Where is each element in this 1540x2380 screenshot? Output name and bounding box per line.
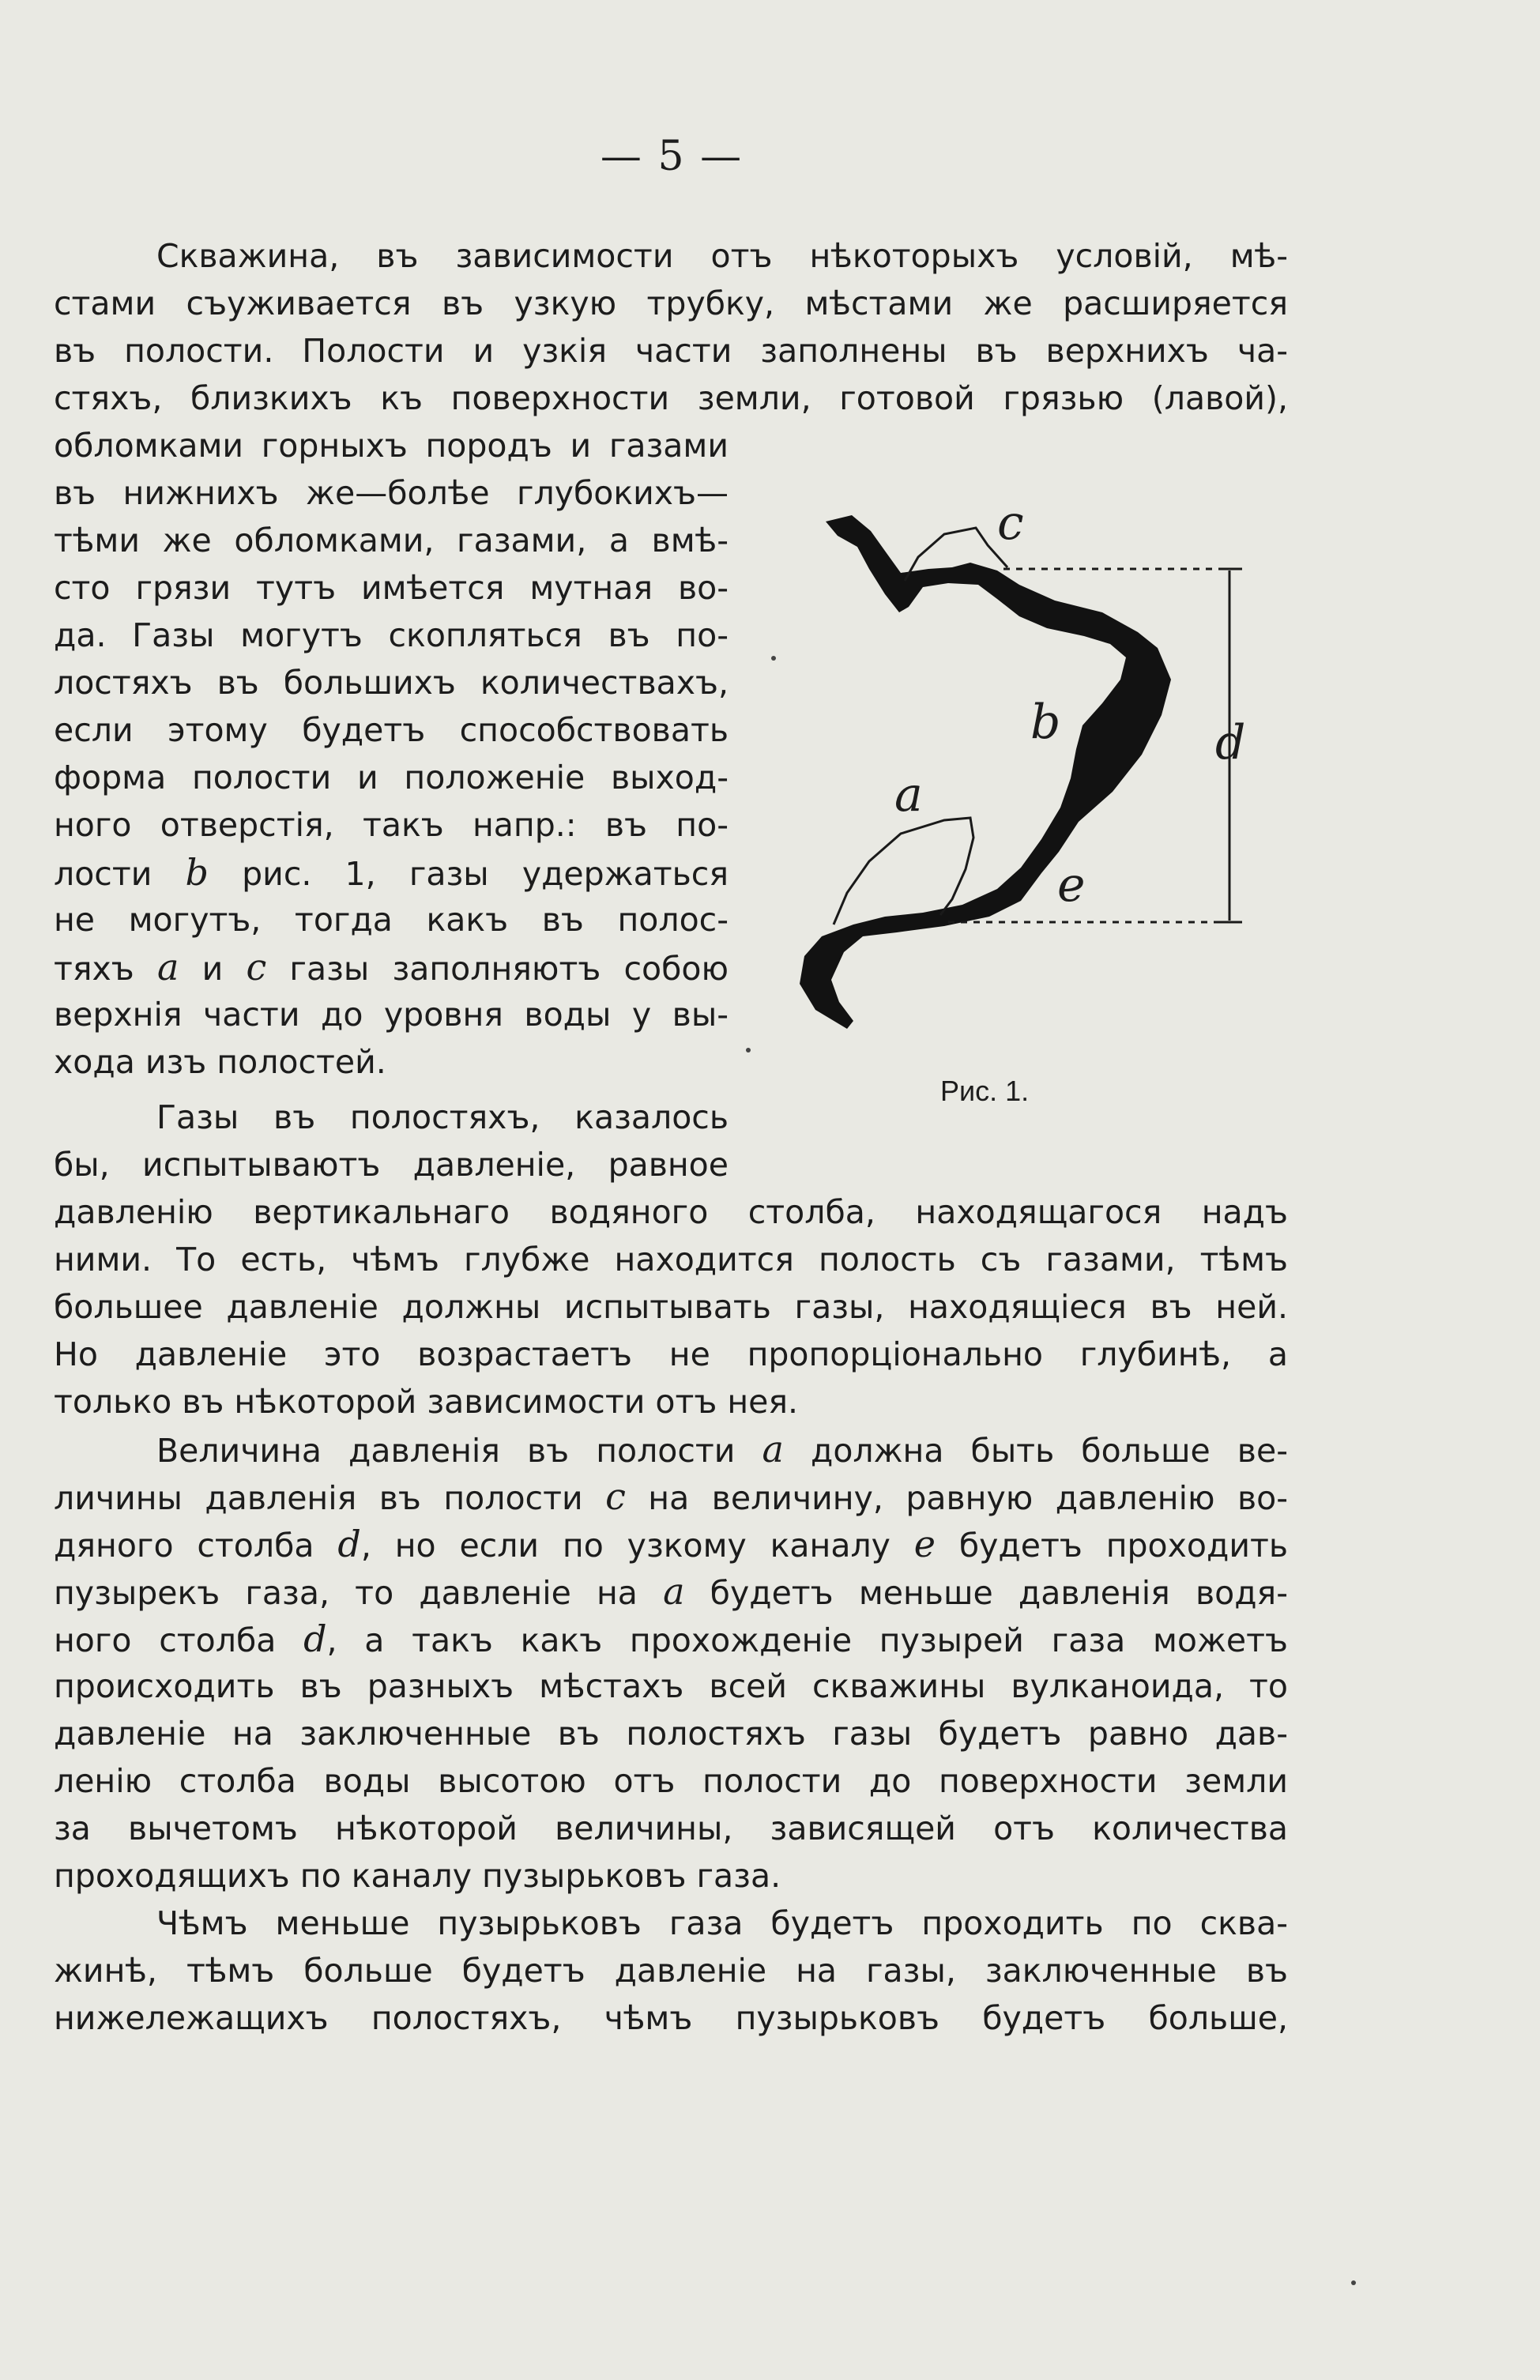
text-line bbox=[54, 1520, 1288, 1568]
text-segment: ного столба bbox=[54, 1621, 304, 1659]
text-line: нижележащихъ полостяхъ, чѣмъ пузырьковъ будетъ больше, bbox=[54, 1999, 1288, 2037]
text-line: сто грязи тутъ имѣется мутная во- bbox=[54, 569, 729, 607]
figure-caption: Рис. 1. bbox=[940, 1075, 1030, 1107]
text-line bbox=[54, 1568, 1288, 1615]
text-line: бы, испытываютъ давленіе, равное bbox=[54, 1146, 729, 1184]
text-segment: на величину, равную давленію во- bbox=[625, 1479, 1288, 1517]
text-line: Чѣмъ меньше пузырьковъ газа будетъ проходить по сква- bbox=[156, 1904, 1288, 1942]
text-line: въ полости. Полости и узкія части заполнены въ верхнихъ ча- bbox=[54, 332, 1288, 370]
variable-b: b bbox=[185, 851, 209, 894]
text-line: за вычетомъ нѣкоторой величины, зависящей отъ количества bbox=[54, 1809, 1288, 1847]
text-segment: пузырекъ газа, то давленіе на bbox=[54, 1574, 664, 1612]
variable-c: c bbox=[246, 946, 267, 989]
text-segment: лости bbox=[54, 855, 186, 893]
figure-label-b: b bbox=[1030, 695, 1061, 750]
variable-d: d bbox=[303, 1617, 327, 1660]
figure-label-c: c bbox=[997, 495, 1024, 551]
text-segment: будетъ меньше давленія водя- bbox=[684, 1574, 1289, 1612]
text-line: ленію столба воды высотою отъ полости до поверхности земли bbox=[54, 1762, 1288, 1800]
text-segment: дяного столба bbox=[54, 1527, 338, 1565]
text-line bbox=[156, 1425, 1288, 1473]
text-line bbox=[54, 1473, 1288, 1520]
text-line: ного отверстія, такъ напр.: въ по- bbox=[54, 806, 729, 844]
variable-d: d bbox=[337, 1523, 361, 1565]
text-line: Но давленіе это возрастаетъ не пропорціонально глубинѣ, а bbox=[54, 1335, 1288, 1373]
scan-speck bbox=[771, 656, 776, 661]
text-line bbox=[54, 943, 729, 991]
variable-a: a bbox=[156, 946, 179, 989]
text-line: давленіе на заключенные въ полостяхъ газы будетъ равно дав- bbox=[54, 1715, 1288, 1753]
text-line: да. Газы могутъ скопляться въ по- bbox=[54, 616, 729, 654]
channel-shape bbox=[800, 515, 1171, 1029]
text-line: давленію вертикальнаго водяного столба, находящагося надъ bbox=[54, 1193, 1288, 1231]
variable-c: c bbox=[605, 1475, 626, 1518]
text-segment: тяхъ bbox=[54, 950, 157, 988]
text-line: не могутъ, тогда какъ въ полос- bbox=[54, 901, 729, 939]
figure-label-d: d bbox=[1215, 715, 1246, 770]
text-segment: и bbox=[179, 950, 247, 988]
variable-a: a bbox=[762, 1428, 784, 1471]
text-line: обломками горныхъ породъ и газами bbox=[54, 427, 729, 465]
text-line: только въ нѣкоторой зависимости отъ нея. bbox=[54, 1383, 799, 1421]
text-line: стяхъ, близкихъ къ поверхности земли, готовой грязью (лавой), bbox=[54, 379, 1288, 417]
text-line: жинѣ, тѣмъ больше будетъ давленіе на газы, заключенные въ bbox=[54, 1952, 1288, 1990]
text-segment: должна быть больше ве- bbox=[783, 1432, 1288, 1470]
figure-label-e: e bbox=[1057, 857, 1086, 913]
variable-a: a bbox=[663, 1570, 685, 1613]
text-line: проходящихъ по каналу пузырьковъ газа. bbox=[54, 1857, 781, 1895]
text-line: форма полости и положеніе выход- bbox=[54, 759, 729, 796]
text-segment: , но если по узкому каналу bbox=[360, 1527, 914, 1565]
text-line: если этому будетъ способствовать bbox=[54, 711, 729, 749]
text-segment: , а такъ какъ прохожденіе пузырей газа можетъ bbox=[326, 1621, 1288, 1659]
text-line: въ нижнихъ же—болѣе глубокихъ— bbox=[54, 474, 729, 512]
text-line bbox=[54, 849, 729, 896]
text-line: тѣми же обломками, газами, а вмѣ- bbox=[54, 522, 729, 559]
text-segment: Величина давленія въ полости bbox=[156, 1432, 762, 1470]
text-line: стами съуживается въ узкую трубку, мѣстами же расширяется bbox=[54, 284, 1288, 322]
text-line: лостяхъ въ большихъ количествахъ, bbox=[54, 664, 729, 702]
cavity-diagram bbox=[782, 495, 1272, 1043]
variable-e: e bbox=[913, 1523, 936, 1565]
page-number: — 5 — bbox=[600, 133, 744, 180]
text-segment: рис. 1, газы удержаться bbox=[208, 855, 729, 893]
text-line bbox=[54, 1615, 1288, 1663]
figure-label-a: a bbox=[894, 767, 923, 823]
scan-speck bbox=[746, 1048, 751, 1053]
text-line: большее давленіе должны испытывать газы, находящіеся въ ней. bbox=[54, 1288, 1288, 1326]
text-line: хода изъ полостей. bbox=[54, 1043, 386, 1081]
text-segment: личины давленія въ полости bbox=[54, 1479, 606, 1517]
text-line: Скважина, въ зависимости отъ нѣкоторыхъ условій, мѣ- bbox=[156, 237, 1288, 275]
text-line: ними. То есть, чѣмъ глубже находится полость съ газами, тѣмъ bbox=[54, 1241, 1288, 1278]
text-segment: будетъ проходить bbox=[936, 1527, 1289, 1565]
text-segment: газы заполняютъ собою bbox=[266, 950, 729, 988]
text-line: верхнія части до уровня воды у вы- bbox=[54, 996, 729, 1034]
text-line: Газы въ полостяхъ, казалось bbox=[156, 1098, 729, 1136]
scan-speck bbox=[1351, 2280, 1356, 2285]
text-line: происходить въ разныхъ мѣстахъ всей скважины вулканоида, то bbox=[54, 1667, 1288, 1705]
